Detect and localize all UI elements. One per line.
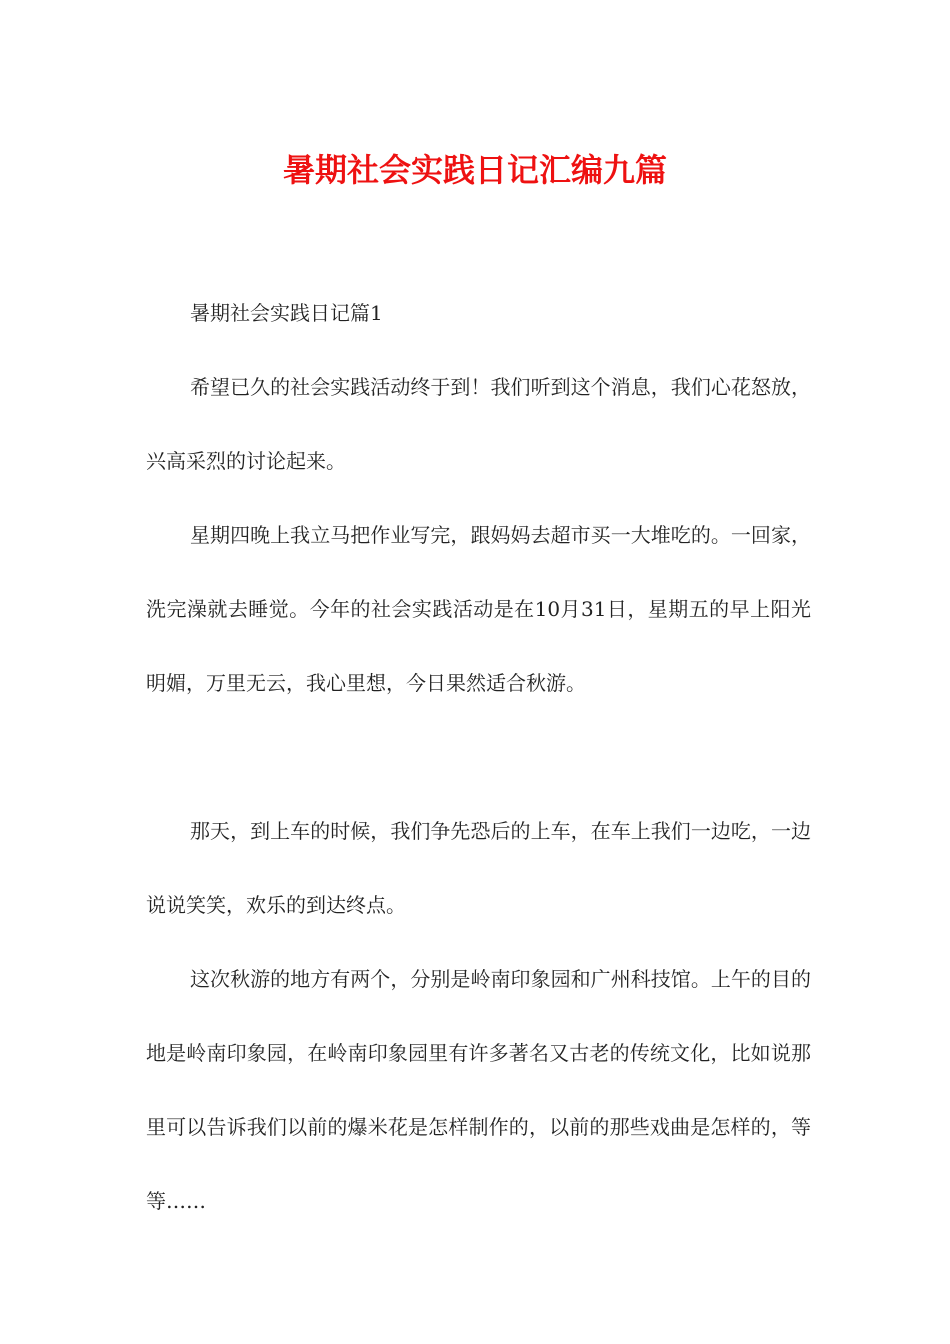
paragraph-1: 希望已久的社会实践活动终于到！我们听到这个消息，我们心花怒放，兴高采烈的讨论起来。: [146, 375, 811, 473]
paragraph-4: 这次秋游的地方有两个，分别是岭南印象园和广州科技馆。上午的目的地是岭南印象园，在岭南印象园里有许多著名又古老的传统文化，比如说那里可以告诉我们以前的爆米花是怎样制作的，以前的那些戏曲是怎样的，等等……: [146, 967, 811, 1213]
document-title: 暑期社会实践日记汇编九篇: [282, 151, 667, 189]
document-body: [146, 276, 811, 1238]
paragraph-2: 星期四晚上我立马把作业写完，跟妈妈去超市买一大堆吃的。一回家，洗完澡就去睡觉。今年的社会实践活动是在10月31日，星期五的早上阳光明媚，万里无云，我心里想，今日果然适合秋游。: [146, 523, 811, 695]
paragraph-3: 那天，到上车的时候，我们争先恐后的上车，在车上我们一边吃，一边说说笑笑，欢乐的到达终点。: [146, 819, 811, 917]
section-heading: 暑期社会实践日记篇1: [190, 301, 383, 325]
